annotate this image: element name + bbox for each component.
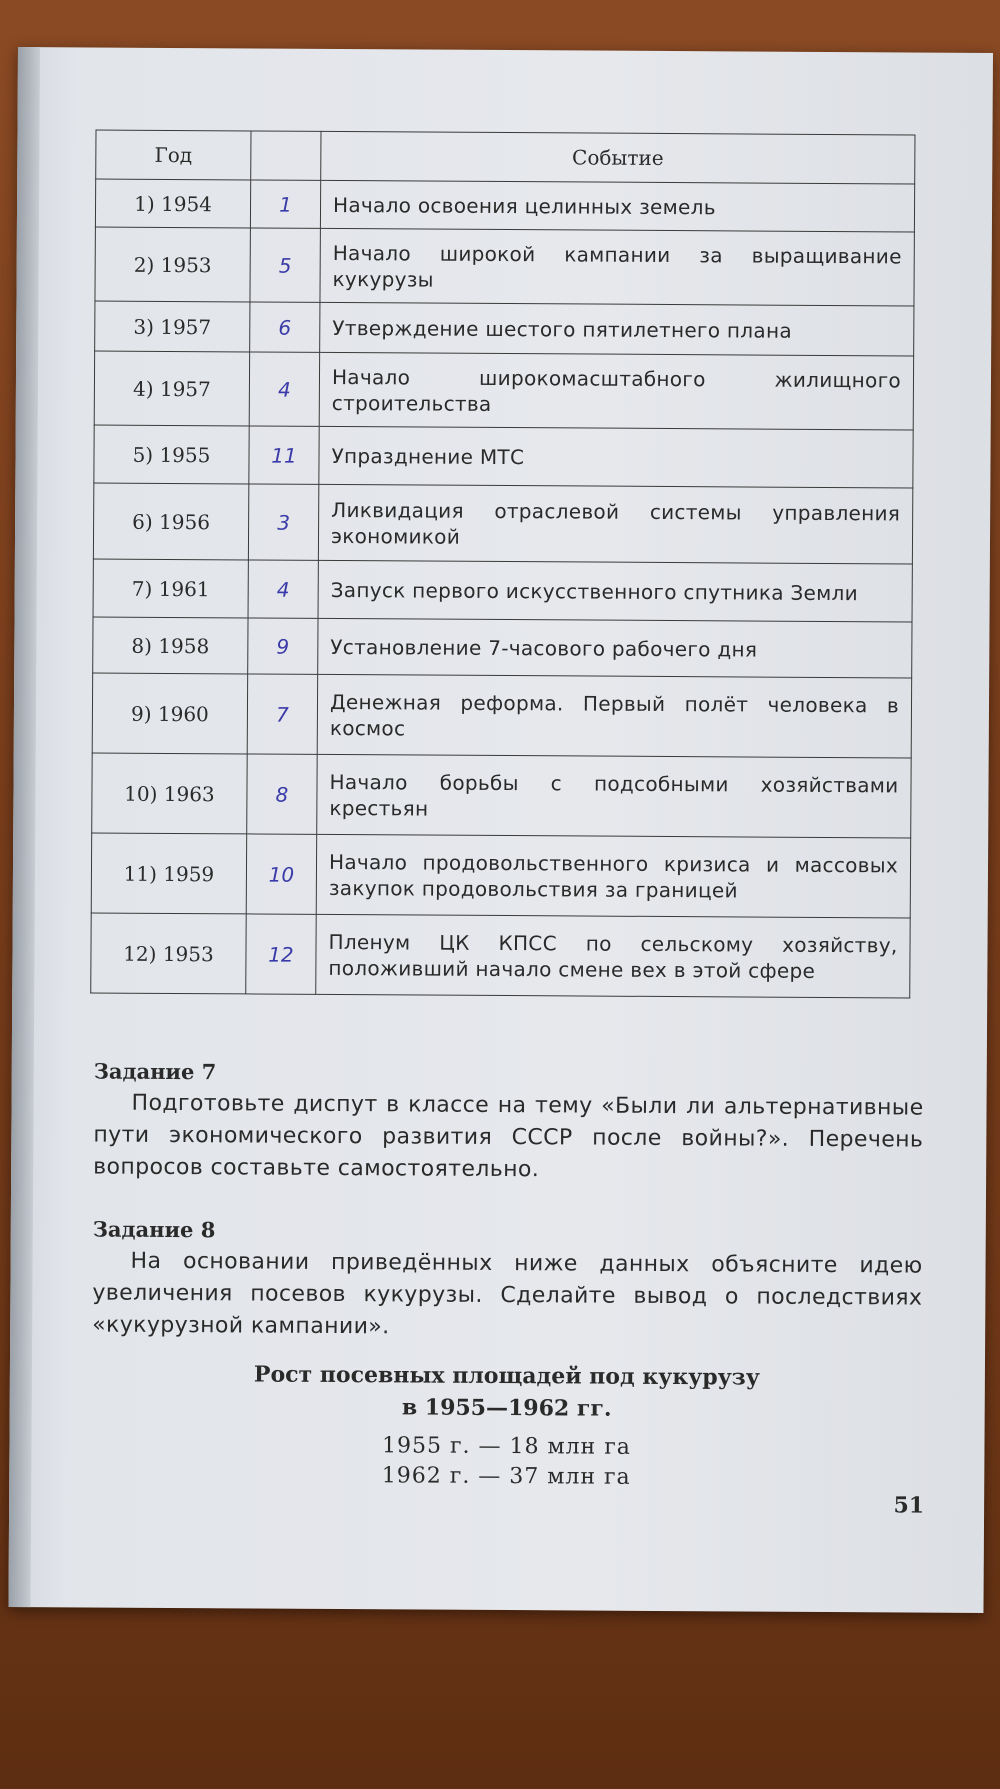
handwritten-answer: 5: [250, 228, 320, 302]
row-event: Ликвидация отраслевой системы управления экономикой: [318, 484, 912, 564]
stat-1955: 1955 г. — 18 млн га: [381, 1433, 631, 1460]
header-event: Событие: [321, 131, 915, 184]
row-event: Упразднение МТС: [319, 426, 913, 488]
table-row: [91, 833, 910, 918]
task-8: [91, 1214, 923, 1495]
row-event: Утверждение шестого пятилетнего плана: [320, 302, 914, 356]
row-year: 1) 1954: [95, 179, 250, 228]
task-7: [93, 1056, 924, 1189]
table-row: [94, 351, 913, 430]
row-event: Пленум ЦК КПСС по сельскому хозяйству, положивший начало смене вех в этой сфере: [316, 914, 910, 998]
row-event: Начало продовольственного кризиса и массовых закупок продовольствия за границей: [316, 834, 910, 918]
stat-title-line-2: в 1955—1962 гг.: [401, 1394, 612, 1422]
table-row: [94, 425, 913, 488]
row-year: 11) 1959: [91, 833, 246, 914]
header-answer: [251, 131, 321, 180]
header-year: Год: [96, 130, 251, 180]
row-event: Начало освоения целинных земель: [320, 180, 914, 232]
row-year: 12) 1953: [91, 913, 246, 994]
task-7-heading: Задание 7: [93, 1058, 217, 1085]
row-event: Денежная реформа. Первый полёт человека в космос: [317, 674, 911, 758]
book-spine: [8, 47, 40, 1607]
table-row: [93, 617, 912, 678]
events-table: [90, 129, 915, 998]
table-row: [93, 559, 912, 622]
row-year: 3) 1957: [95, 301, 250, 352]
table-row: [92, 673, 911, 758]
handwritten-answer: 4: [249, 352, 319, 426]
task-8-heading: Задание 8: [92, 1216, 216, 1243]
handwritten-answer: 1: [250, 180, 320, 228]
handwritten-answer: 6: [250, 302, 320, 352]
row-year: 4) 1957: [94, 351, 249, 426]
row-year: 6) 1956: [93, 483, 248, 560]
row-year: 5) 1955: [94, 425, 249, 484]
row-year: 8) 1958: [93, 617, 248, 674]
stat-title-line-1: Рост посевных площадей под кукурузу: [253, 1361, 760, 1391]
row-event: Начало широкомасштабного жилищного строительства: [319, 352, 913, 430]
handwritten-answer: 4: [248, 560, 318, 618]
row-year: 10) 1963: [92, 753, 247, 834]
handwritten-answer: 12: [246, 914, 316, 994]
table-row: [91, 913, 910, 998]
row-event: Начало борьбы с подсобными хозяйствами крестьян: [317, 754, 911, 838]
book-page: [8, 47, 993, 1613]
row-year: 9) 1960: [92, 673, 247, 754]
handwritten-answer: 7: [247, 674, 317, 754]
page-number: 51: [893, 1492, 925, 1519]
handwritten-answer: 3: [248, 484, 318, 560]
table-row: [95, 179, 914, 232]
row-year: 7) 1961: [93, 559, 248, 618]
task-8-text: На основании приведённых ниже данных объясните идею увеличения посевов кукурузы. Сделайте вывод о последствиях «кукурузной кампании».: [92, 1248, 923, 1340]
row-year: 2) 1953: [95, 227, 250, 302]
row-event: Запуск первого искусственного спутника Земли: [318, 560, 912, 622]
table-header-row: [96, 130, 915, 184]
row-event: Установление 7-часового рабочего дня: [318, 618, 912, 678]
handwritten-answer: 11: [249, 426, 319, 484]
handwritten-answer: 10: [246, 834, 316, 914]
stat-1962: 1962 г. — 37 млн га: [381, 1463, 631, 1490]
table-row: [93, 483, 912, 564]
row-event: Начало широкой кампании за выращивание кукурузы: [320, 228, 914, 306]
table-row: [95, 301, 914, 356]
task-7-text: Подготовьте диспут в классе на тему «Были ли альтернативные пути экономического развития СССР после войны?». Перечень вопросов составьте самостоятельно.: [93, 1090, 924, 1183]
table-row: [92, 753, 911, 838]
table-row: [95, 227, 914, 306]
handwritten-answer: 8: [247, 754, 317, 834]
handwritten-answer: 9: [248, 618, 318, 674]
